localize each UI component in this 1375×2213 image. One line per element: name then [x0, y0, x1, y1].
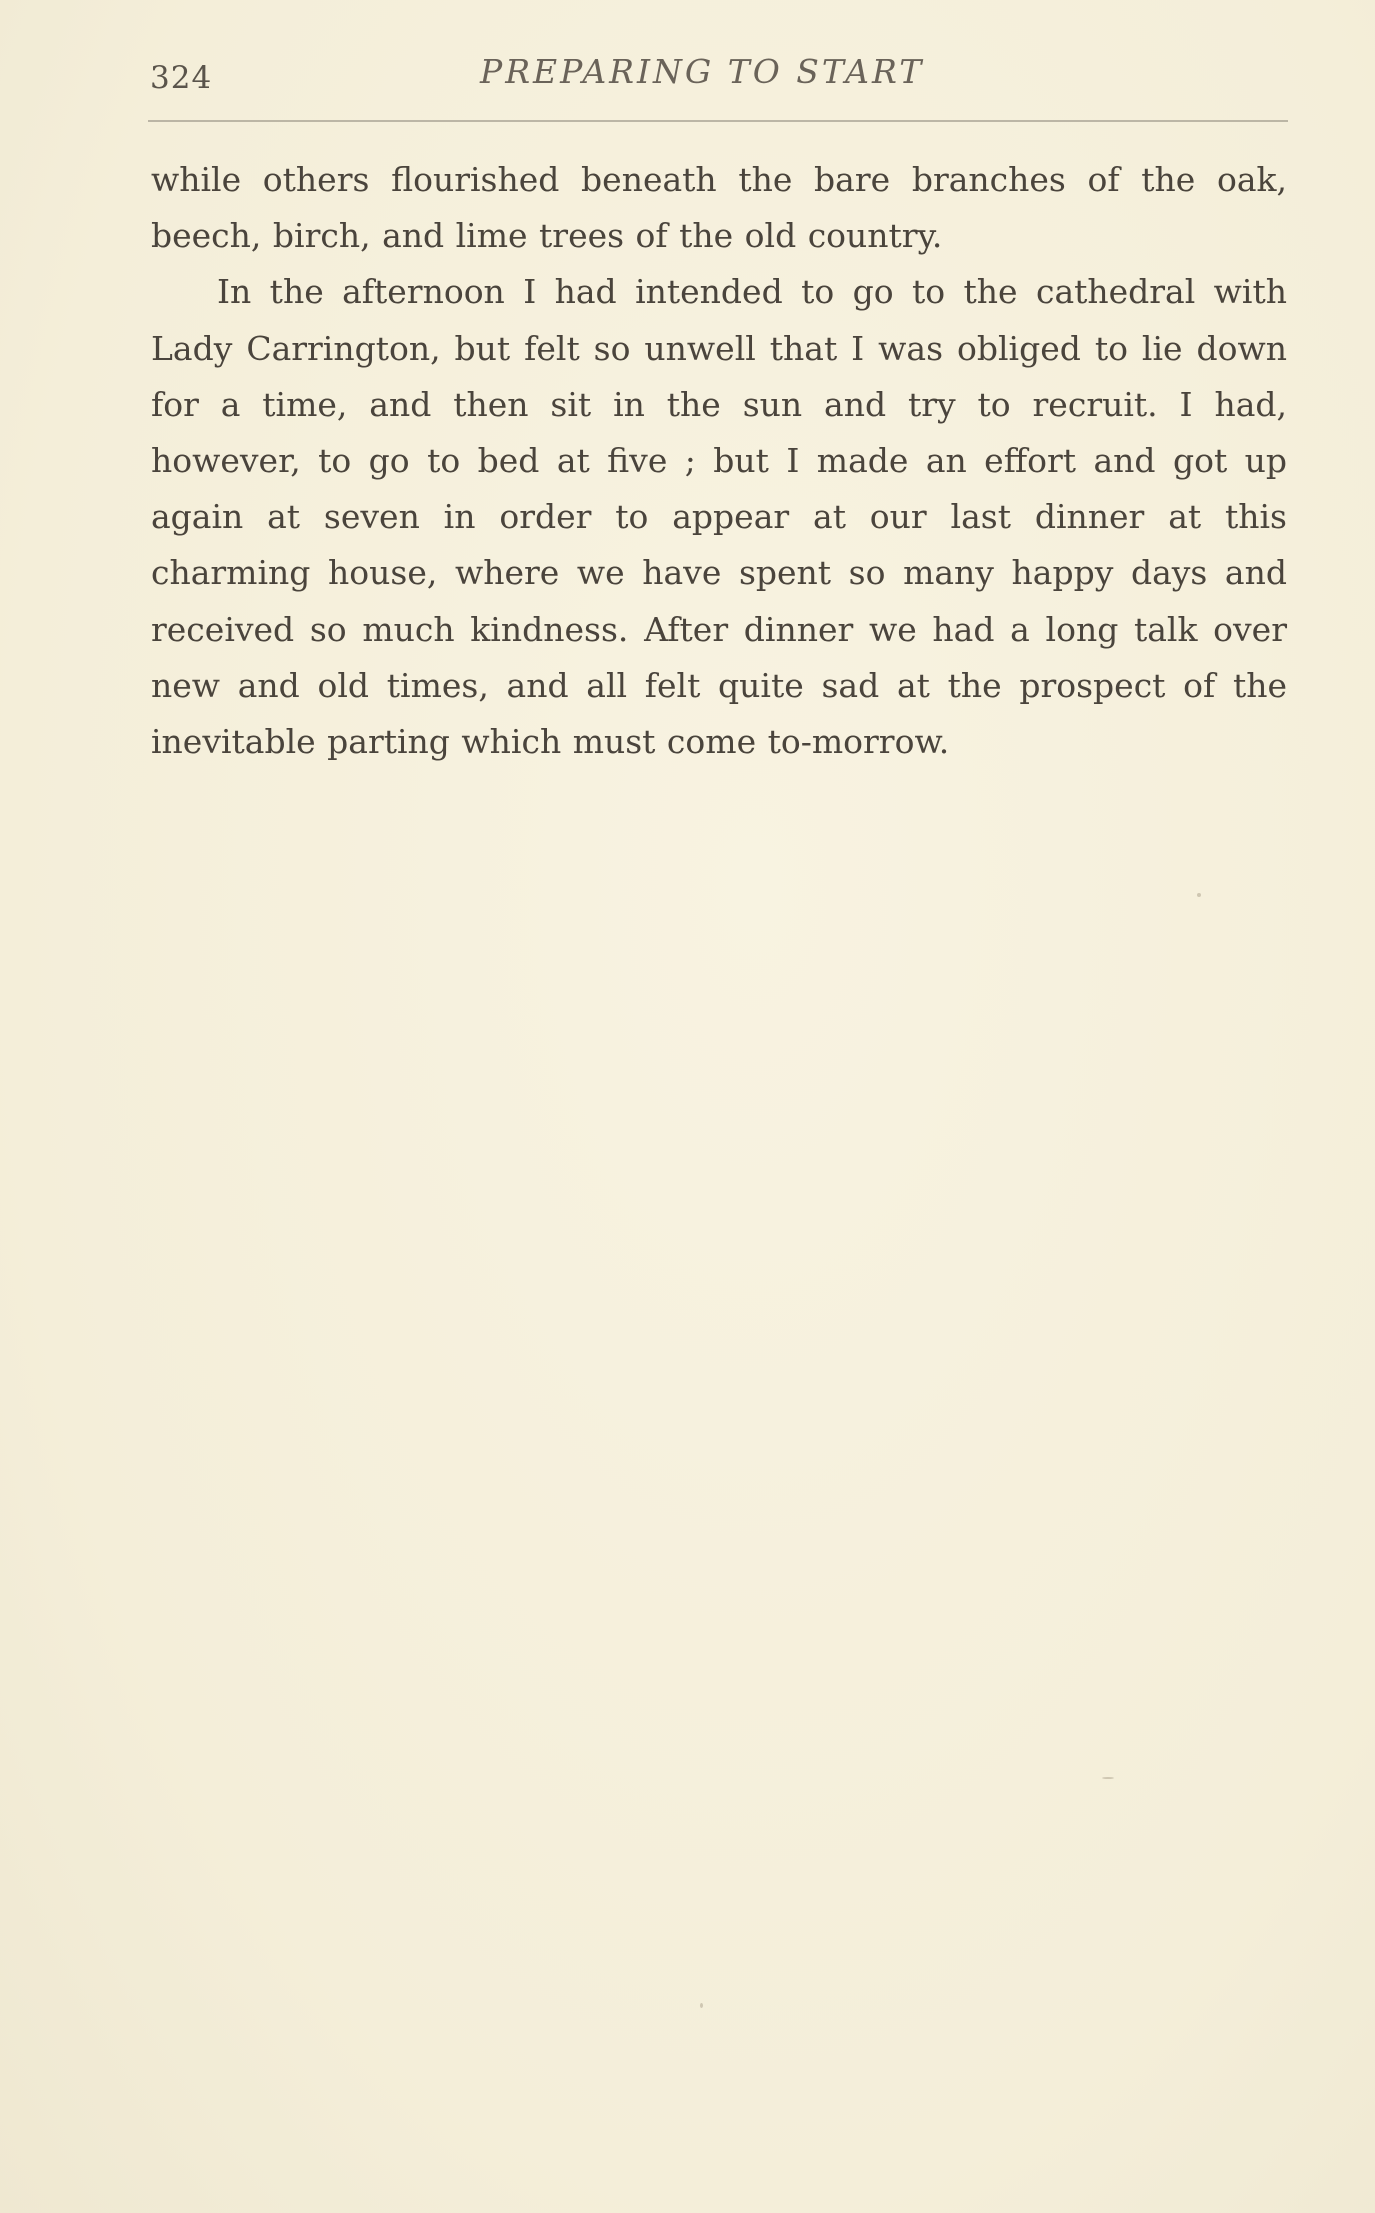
running-title: PREPARING TO START [480, 52, 925, 91]
page-number: 324 [150, 60, 213, 96]
header-rule [148, 120, 1288, 122]
paper-fleck [1197, 893, 1201, 897]
body-text [151, 152, 1287, 770]
running-head [150, 48, 1285, 100]
paragraph: while others flourished beneath the bare branches of the oak, beech, birch, and lime trees of the old country. [151, 160, 1287, 256]
paper-fleck [1102, 1777, 1114, 1779]
paper-fleck [700, 2003, 703, 2008]
paragraph: In the afternoon I had intended to go to the cathedral with Lady Carrington, but felt so unwell that I was obliged to lie down for a time, and then sit in the sun and try to recruit. I had, however, to go to bed at five ; but I made an effort and got up again at seven in order to appear at our last dinner at this charming house, where we have spent so many happy days and received so much kindness. After dinner we had a long talk over new and old times, and all felt quite sad at the prospect of the inevitable parting which must come to-morrow. [151, 272, 1287, 762]
